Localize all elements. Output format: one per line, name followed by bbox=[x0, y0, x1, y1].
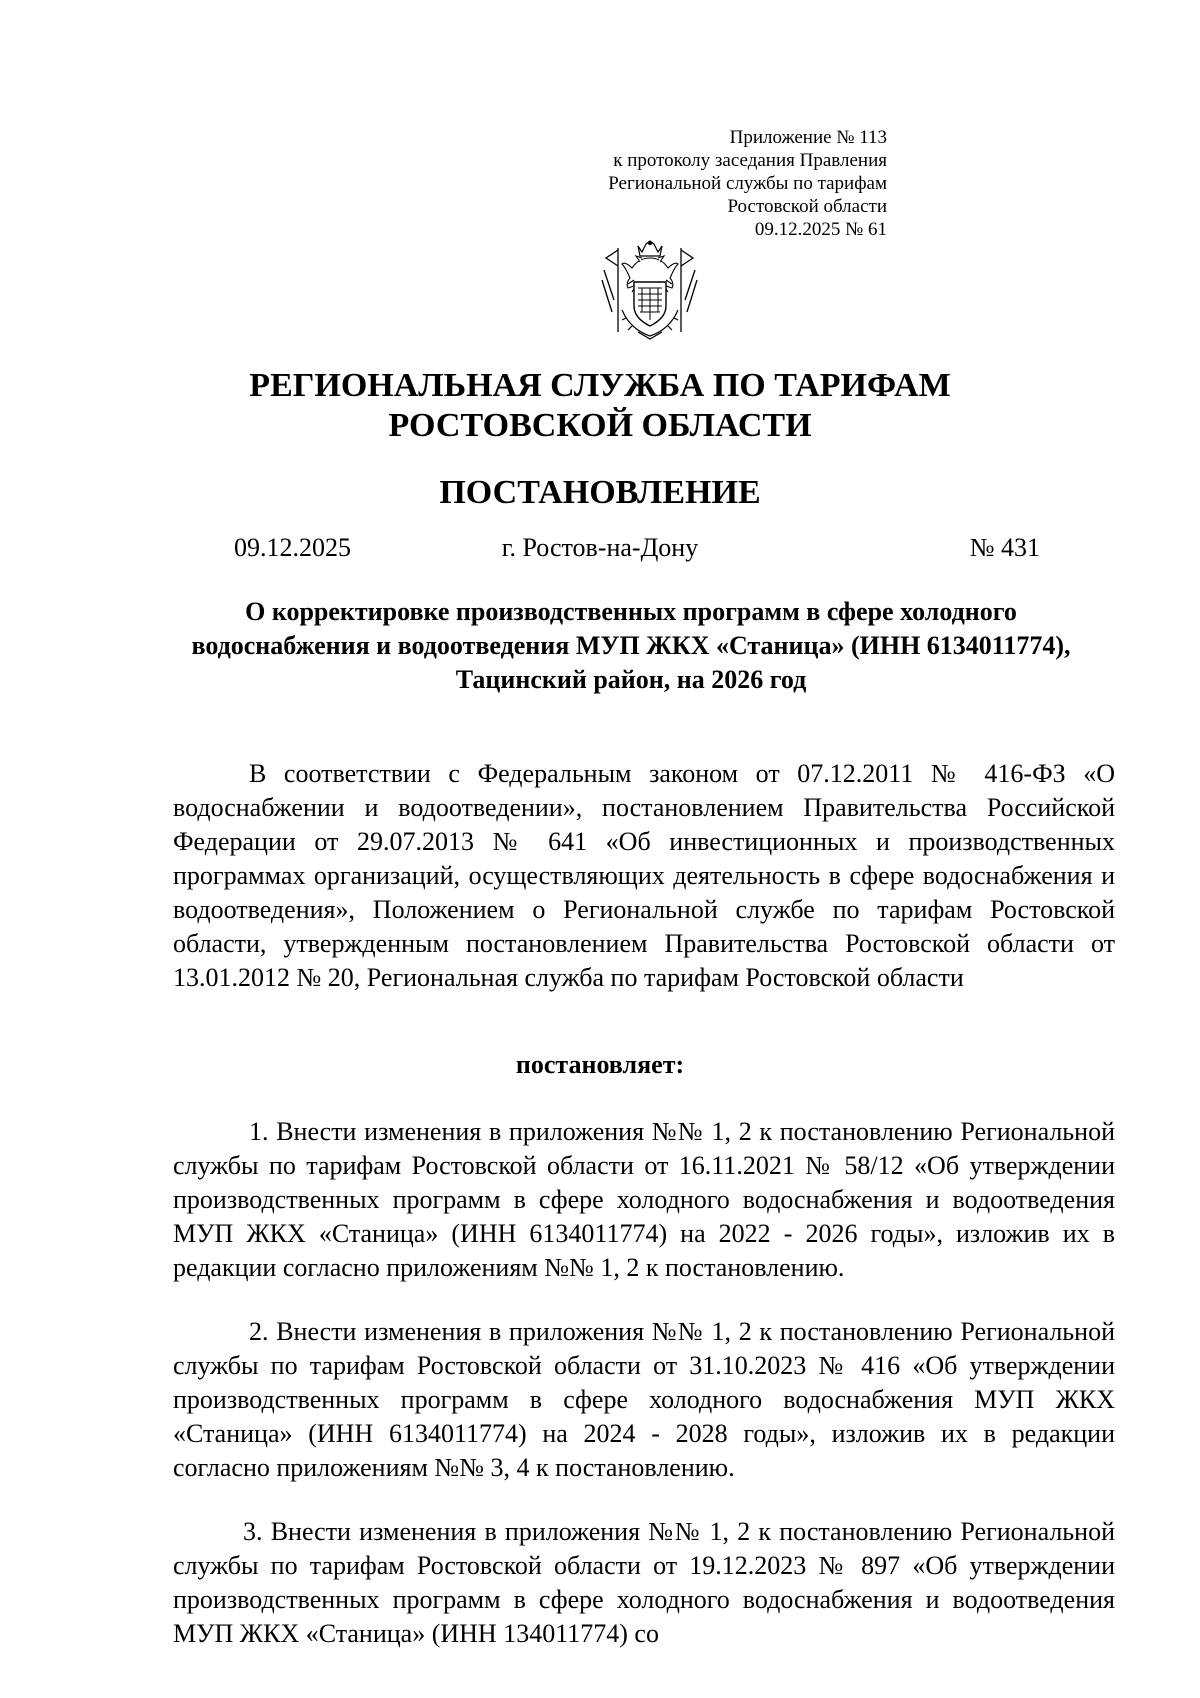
document-date: 09.12.2025 bbox=[234, 533, 351, 562]
document-subject: О корректировке производственных программ в сфере холодного водоснабжения и водоотведения МУП ЖКХ «Станица» (ИНН 6134011774), Тацинский район, на 2026 год bbox=[191, 597, 1071, 694]
document-type: ПОСТАНОВЛЕНИЕ bbox=[439, 474, 761, 511]
clause-3: 3. Внести изменения в приложения №№ 1, 2 к постановлению Региональной службы по тарифам Ростовской области от 19.12.2023 № 897 «Об утверждении производственных программ в сфере холодного водоснабжения и водоотведения МУП ЖКХ «Станица» (ИНН 134011774) со bbox=[173, 1517, 1115, 1648]
appendix-date-number: 09.12.2025 № 61 bbox=[754, 219, 887, 240]
decides-heading: постановляет: bbox=[515, 1050, 685, 1079]
rostov-oblast-coat-of-arms-icon bbox=[598, 240, 701, 342]
document-number: № 431 bbox=[969, 533, 1040, 562]
org-title-line2: РОСТОВСКОЙ ОБЛАСТИ bbox=[388, 407, 812, 444]
document-city: г. Ростов-на-Дону bbox=[501, 533, 699, 562]
appendix-region-line: Ростовской области bbox=[727, 196, 887, 217]
appendix-protocol-ref: к протоколу заседания Правления bbox=[613, 150, 887, 171]
appendix-note bbox=[608, 126, 887, 241]
org-title bbox=[0, 366, 1200, 446]
appendix-org-line: Региональной службы по тарифам bbox=[608, 173, 887, 194]
org-title-line1: РЕГИОНАЛЬНАЯ СЛУЖБА ПО ТАРИФАМ bbox=[249, 367, 951, 404]
clause-2: 2. Внести изменения в приложения №№ 1, 2 к постановлению Региональной службы по тарифам Ростовской области от 31.10.2023 № 416 «Об утверждении производственных программ в сфере холодного водоснабжения МУП ЖКХ «Станица» (ИНН 6134011774) на 2024 - 2028 годы», изложив их в редакции согласно приложениям №№ 3, 4 к постановлению. bbox=[173, 1317, 1115, 1482]
preamble-paragraph: В соответствии с Федеральным законом от 07.12.2011 № 416-ФЗ «О водоснабжении и водоотведении», постановлением Правительства Российской Федерации от 29.07.2013 № 641 «Об инвестиционных и производственных программах организаций, осуществляющих деятельность в сфере водоснабжения и водоотведения», Положением о Региональной службе по тарифам Ростовской области, утвержденным постановлением Правительства Ростовской области от 13.01.2012 № 20, Региональная служба по тарифам Ростовской области bbox=[173, 759, 1115, 992]
appendix-number: Приложение № 113 bbox=[729, 127, 887, 148]
document-meta-row bbox=[0, 530, 1200, 566]
clause-1: 1. Внести изменения в приложения №№ 1, 2 к постановлению Региональной службы по тарифам Ростовской области от 16.11.2021 № 58/12 «Об утверждении производственных программ в сфере холодного водоснабжения и водоотведения МУП ЖКХ «Станица» (ИНН 6134011774) на 2022 - 2026 годы», изложив их в редакции согласно приложениям №№ 1, 2 к постановлению. bbox=[173, 1117, 1115, 1282]
